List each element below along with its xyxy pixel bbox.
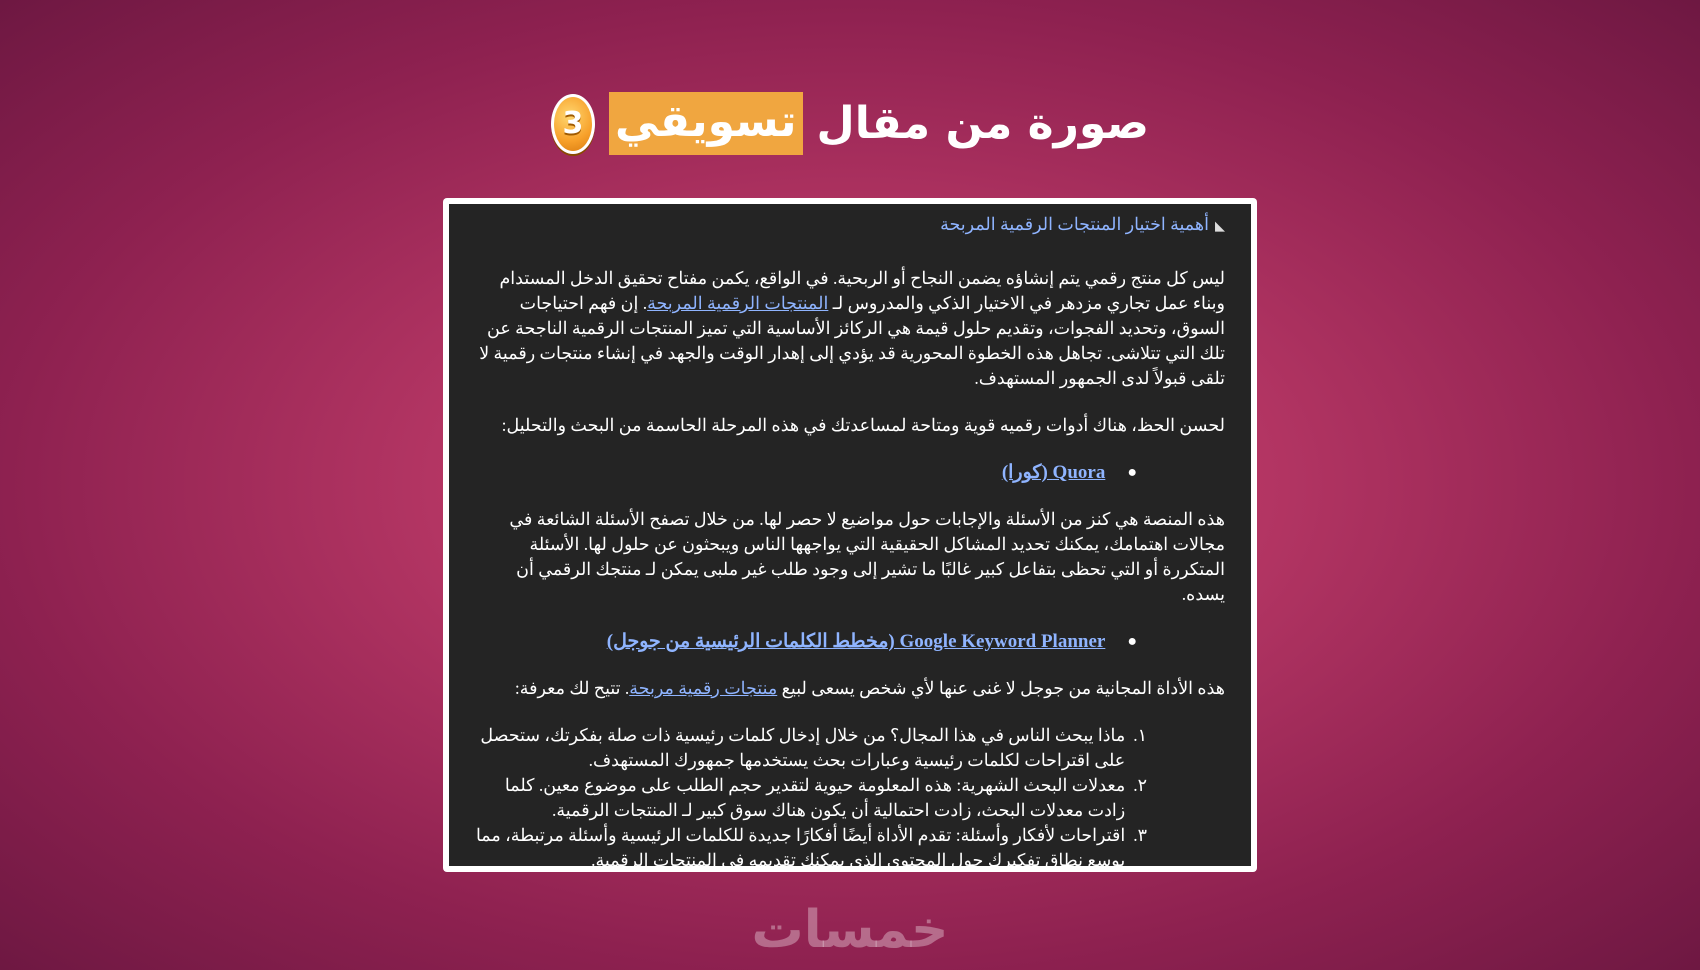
keyword-planner-description: هذه الأداة المجانية من جوجل لا غنى عنها لأي شخص يسعى لبيع منتجات رقمية مربحة. تتيح لك معرفة: bbox=[514, 678, 1225, 698]
article-screenshot bbox=[443, 198, 1257, 872]
bullet-icon: ● bbox=[1127, 464, 1137, 481]
khamsat-watermark: خمسات bbox=[751, 900, 949, 960]
list-item: ٢. معدلات البحث الشهرية: هذه المعلومة حيوية لتقدير حجم الطلب على موضوع معين. كلما زادت معدلات البحث، زادت احتمالية أن يكون هناك سوق كبير لـ المنتجات الرقمية. bbox=[504, 775, 1147, 820]
tools-intro: لحسن الحظ، هناك أدوات رقميه قوية ومتاحة لمساعدتك في هذه المرحلة الحاسمة من البحث والتحليل: bbox=[501, 415, 1225, 435]
quora-link[interactable]: Quora (كورا) bbox=[1001, 462, 1106, 483]
numbered-list bbox=[475, 723, 1225, 873]
list-item: ١. ماذا يبحث الناس في هذا المجال؟ من خلال إدخال كلمات رئيسية ذات صلة بفكرتك، ستحصل على اقتراحات لكلمات رئيسية وعبارات بحث يستخدمها جمهورك المستهدف. bbox=[480, 725, 1147, 770]
heading-highlight: تسويقي bbox=[609, 92, 803, 155]
article-title bbox=[475, 212, 1225, 238]
list-item: ٣. اقتراحات لأفكار وأسئلة: تقدم الأداة أيضًا أفكارًا جديدة للكلمات الرئيسية وأسئلة مرتبطة، مما يوسع نطاق تفكيرك حول المحتوى الذي يمكنك تقديمه في المنتجات الرقمية. bbox=[475, 825, 1147, 870]
intro-link[interactable]: المنتجات الرقمية المربحة bbox=[647, 293, 829, 313]
profitable-products-link[interactable]: منتجات رقمية مربحة bbox=[629, 678, 778, 698]
article-content bbox=[449, 204, 1251, 870]
page-heading bbox=[0, 92, 1700, 155]
intro-paragraph: ليس كل منتج رقمي يتم إنشاؤه يضمن النجاح أو الربحية. في الواقع، يكمن مفتاح تحقيق الدخل المستدام وبناء عمل تجاري مزدهر في الاختيار الذكي والمدروس لـ المنتجات الرقمية المربحة. إن فهم احتياجات السوق، وتحديد الفجوات، وتقديم حلول قيمة هي الركائز الأساسية التي تميز المنتجات الرقمية الناجحة عن تلك التي تتلاشى. تجاهل هذه الخطوة المحورية قد يؤدي إلى إهدار الوقت والجهد في إنشاء منتجات رقمية لا تلقى قبولاً لدى الجمهور المستهدف. bbox=[479, 268, 1225, 388]
triangle-marker-icon: ◣ bbox=[1215, 218, 1225, 233]
heading-prefix: صورة من مقال bbox=[816, 98, 1150, 149]
keyword-planner-link[interactable]: Google Keyword Planner (مخطط الكلمات الرئيسية من جوجل) bbox=[606, 631, 1106, 652]
bullet-icon: ● bbox=[1127, 633, 1137, 650]
quora-description: هذه المنصة هي كنز من الأسئلة والإجابات حول مواضيع لا حصر لها. من خلال تصفح الأسئلة الشائعة في مجالات اهتمامك، يمكنك تحديد المشاكل الحقيقية التي يواجهها الناس ويبحثون عن حلول لها. الأسئلة المتكررة أو التي تحظى بتفاعل كبير غالبًا ما تشير إلى وجود طلب غير ملبى يمكن لـ منتجك الرقمي أن يسده. bbox=[509, 509, 1225, 604]
tool-bullet-keyword-planner bbox=[475, 629, 1225, 654]
article-title-text: أهمية اختيار المنتجات الرقمية المربحة bbox=[940, 214, 1209, 234]
number-badge: 3 bbox=[551, 94, 595, 154]
tool-bullet-quora bbox=[475, 460, 1225, 485]
